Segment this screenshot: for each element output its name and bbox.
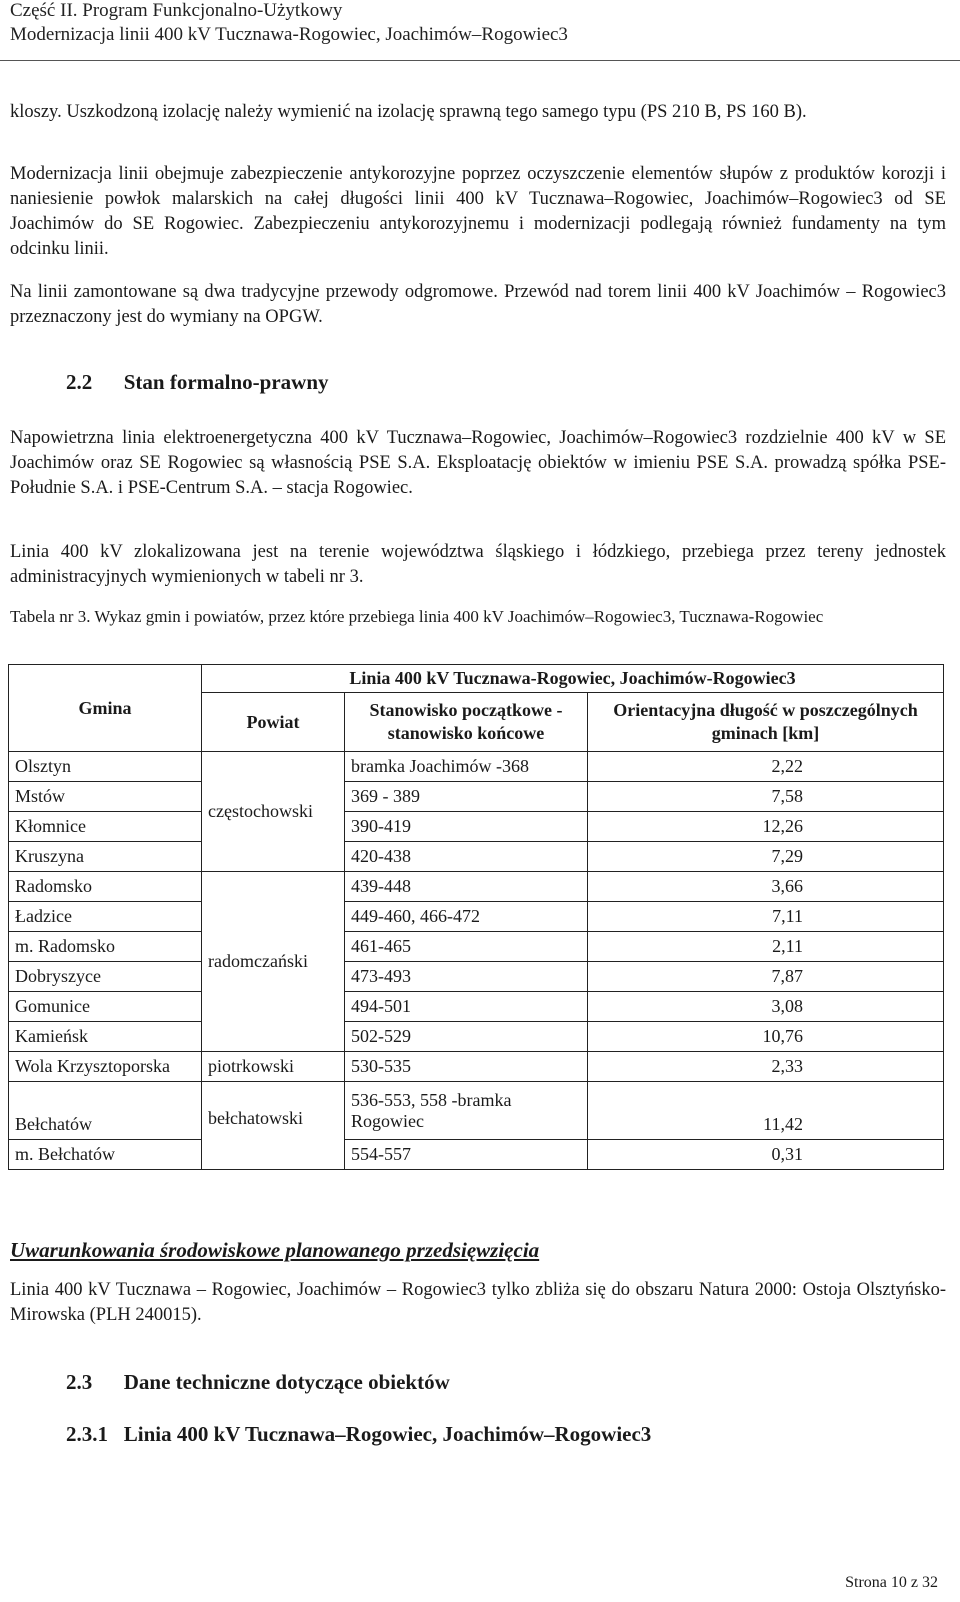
cell-dlugosc: 2,11 — [588, 932, 944, 962]
cell-dlugosc: 7,58 — [588, 782, 944, 812]
table-row — [9, 1022, 944, 1052]
cell-dlugosc: 2,22 — [588, 752, 944, 782]
cell-stanowisko: bramka Joachimów -368 — [345, 752, 588, 782]
header-divider — [0, 60, 960, 61]
cell-powiat: częstochowski — [202, 752, 345, 872]
table-header-dlugosc: Orientacyjna długość w poszczególnych gminach [km] — [588, 693, 944, 752]
cell-stanowisko: 536-553, 558 -bramka Rogowiec — [345, 1082, 588, 1140]
table-row — [9, 812, 944, 842]
cell-stanowisko: 502-529 — [345, 1022, 588, 1052]
table-row — [9, 1052, 944, 1082]
cell-stanowisko: 554-557 — [345, 1140, 588, 1170]
cell-gmina: Ładzice — [9, 902, 202, 932]
cell-dlugosc: 7,87 — [588, 962, 944, 992]
cell-dlugosc: 3,08 — [588, 992, 944, 1022]
table-row — [9, 992, 944, 1022]
table-row — [9, 902, 944, 932]
section-heading-2-2: 2.2 Stan formalno-prawny — [66, 370, 329, 394]
table-header-gmina: Gmina — [9, 665, 202, 752]
environment-heading: Uwarunkowania środowiskowe planowanego przedsięwzięcia — [10, 1238, 540, 1262]
cell-dlugosc: 12,26 — [588, 812, 944, 842]
cell-dlugosc: 7,11 — [588, 902, 944, 932]
paragraph-insulation: kloszy. Uszkodzoną izolację należy wymienić na izolację sprawną tego samego typu (PS 210 B, PS 160 B). — [10, 102, 807, 122]
cell-stanowisko: 420-438 — [345, 842, 588, 872]
paragraph-ground-wires: Na linii zamontowane są dwa tradycyjne przewody odgromowe. Przewód nad torem linii 400 kV Joachimów – Rogowiec3 przeznaczony jest do wymiany na OPGW. — [10, 282, 946, 327]
cell-gmina: Bełchatów — [9, 1082, 202, 1140]
table-row — [9, 872, 944, 902]
table-header-stanowisko: Stanowisko początkowe - stanowisko końcowe — [345, 693, 588, 752]
paragraph-modernization: Modernizacja linii obejmuje zabezpieczenie antykorozyjne poprzez oczyszczenie elementów słupów z produktów korozji i naniesienie powłok malarskich na całej długości linii 400 kV Tucznawa–Rogowiec, Joachimów–Rogowiec3 od SE Joachimów do SE Rogowiec. Zabezpieczeniu antykorozyjnemu i modernizacji podlegają również fundamenty na tym odcinku linii. — [10, 164, 946, 259]
cell-gmina: Kamieńsk — [9, 1022, 202, 1052]
header-title: Część II. Program Funkcjonalno-Użytkowy — [10, 0, 343, 21]
cell-stanowisko: 530-535 — [345, 1052, 588, 1082]
table-caption — [10, 605, 946, 628]
table-row — [9, 932, 944, 962]
section-heading-2-3: 2.3 Dane techniczne dotyczące obiektów — [66, 1370, 450, 1394]
cell-dlugosc: 10,76 — [588, 1022, 944, 1052]
paragraph-natura: Linia 400 kV Tucznawa – Rogowiec, Joachimów – Rogowiec3 tylko zbliża się do obszaru Natura 2000: Ostoja Olsztyńsko-Mirowska (PLH 240015). — [10, 1280, 946, 1325]
cell-stanowisko: 461-465 — [345, 932, 588, 962]
cell-gmina: Dobryszyce — [9, 962, 202, 992]
cell-stanowisko: 473-493 — [345, 962, 588, 992]
cell-gmina: Olsztyn — [9, 752, 202, 782]
table-row — [9, 782, 944, 812]
table-row — [9, 1140, 944, 1170]
page-number: Strona 10 z 32 — [845, 1574, 938, 1591]
section-heading-2-3-1: 2.3.1 Linia 400 kV Tucznawa–Rogowiec, Joachimów–Rogowiec3 — [66, 1422, 652, 1446]
paragraph-ownership: Napowietrzna linia elektroenergetyczna 400 kV Tucznawa–Rogowiec, Joachimów–Rogowiec3 rozdzielnie 400 kV w SE Joachimów oraz SE Rogowiec są własnością PSE S.A. Eksploatację obiektów w imieniu PSE S.A. prowadzą spółka PSE-Południe S.A. i PSE-Centrum S.A. – stacja Rogowiec. — [10, 428, 946, 498]
cell-stanowisko: 439-448 — [345, 872, 588, 902]
cell-gmina: m. Radomsko — [9, 932, 202, 962]
paragraph-location: Linia 400 kV zlokalizowana jest na terenie województwa śląskiego i łódzkiego, przebiega przez tereny jednostek administracyjnych wymienionych w tabeli nr 3. — [10, 542, 946, 587]
table-row — [9, 1082, 944, 1140]
cell-gmina: Kłomnice — [9, 812, 202, 842]
table-caption-text: Tabela nr 3. Wykaz gmin i powiatów, przez które przebiega linia 400 kV Joachimów–Rogowiec3, Tucznawa-Rogowiec — [10, 607, 824, 626]
cell-gmina: Wola Krzysztoporska — [9, 1052, 202, 1082]
cell-stanowisko: 449-460, 466-472 — [345, 902, 588, 932]
cell-gmina: Mstów — [9, 782, 202, 812]
cell-dlugosc: 11,42 — [588, 1082, 944, 1140]
cell-gmina: Radomsko — [9, 872, 202, 902]
cell-dlugosc: 2,33 — [588, 1052, 944, 1082]
table-row — [9, 842, 944, 872]
gmina-table — [8, 664, 944, 1170]
cell-dlugosc: 7,29 — [588, 842, 944, 872]
cell-dlugosc: 3,66 — [588, 872, 944, 902]
table-row — [9, 752, 944, 782]
header-subtitle: Modernizacja linii 400 kV Tucznawa-Rogowiec, Joachimów–Rogowiec3 — [10, 24, 568, 45]
table-row — [9, 962, 944, 992]
cell-dlugosc: 0,31 — [588, 1140, 944, 1170]
cell-powiat: radomczański — [202, 872, 345, 1052]
cell-stanowisko: 390-419 — [345, 812, 588, 842]
cell-stanowisko: 369 - 389 — [345, 782, 588, 812]
table-header-powiat: Powiat — [202, 693, 345, 752]
cell-stanowisko: 494-501 — [345, 992, 588, 1022]
cell-powiat: piotrkowski — [202, 1052, 345, 1082]
cell-gmina: Kruszyna — [9, 842, 202, 872]
cell-gmina: m. Bełchatów — [9, 1140, 202, 1170]
cell-gmina: Gomunice — [9, 992, 202, 1022]
cell-powiat: bełchatowski — [202, 1082, 345, 1170]
table-header-line: Linia 400 kV Tucznawa-Rogowiec, Joachimów-Rogowiec3 — [202, 665, 944, 693]
